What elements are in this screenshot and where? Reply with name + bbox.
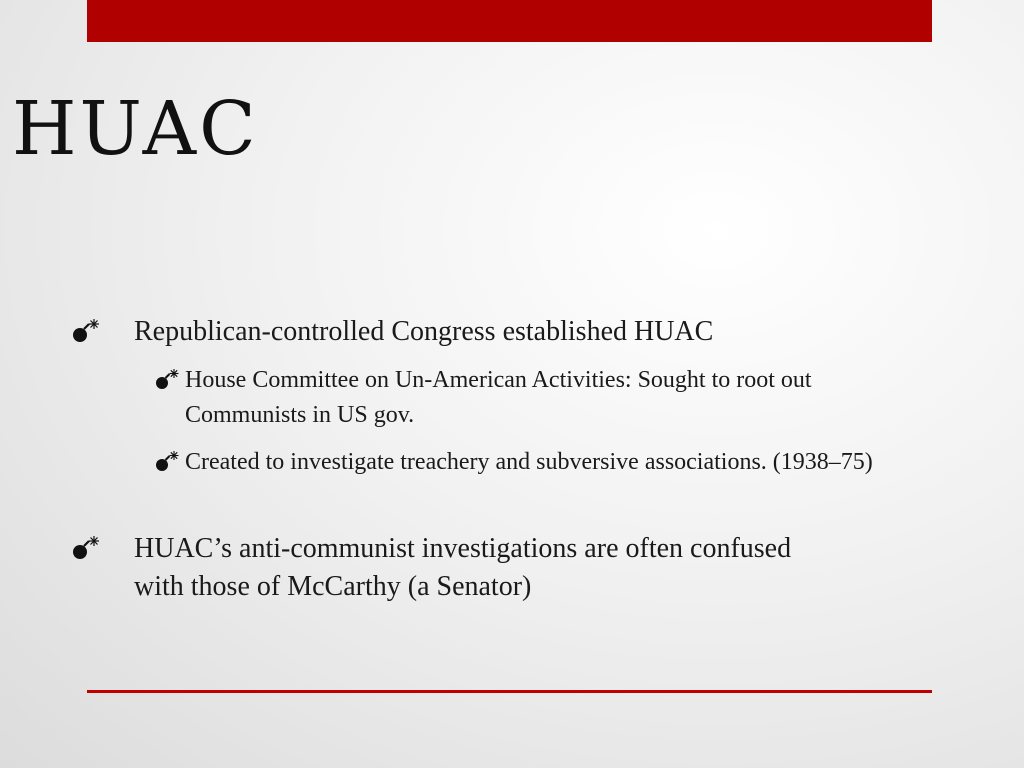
bullet-text: Republican-controlled Congress established HUAC [134,316,714,347]
bullet-item [72,530,872,610]
sub-bullet-text: Created to investigate treachery and subversive associations. (1938–75) [185,449,873,475]
bullet-text: HUAC’s anti-communist investigations are often confused with those of McCarthy (a Senator) [134,533,792,602]
bomb-icon [72,534,108,562]
slide-title: HUAC [12,86,259,172]
bottom-divider [87,690,932,693]
bomb-icon [155,367,185,395]
top-accent-bar [87,0,932,42]
sub-bullet-item [155,363,875,433]
bomb-icon [72,317,108,345]
bullet-item [72,313,872,345]
sub-bullet-item [155,445,875,480]
bomb-icon [155,449,185,477]
sub-bullet-text: House Committee on Un-American Activities: Sought to root out Communists in US gov. [185,367,812,428]
